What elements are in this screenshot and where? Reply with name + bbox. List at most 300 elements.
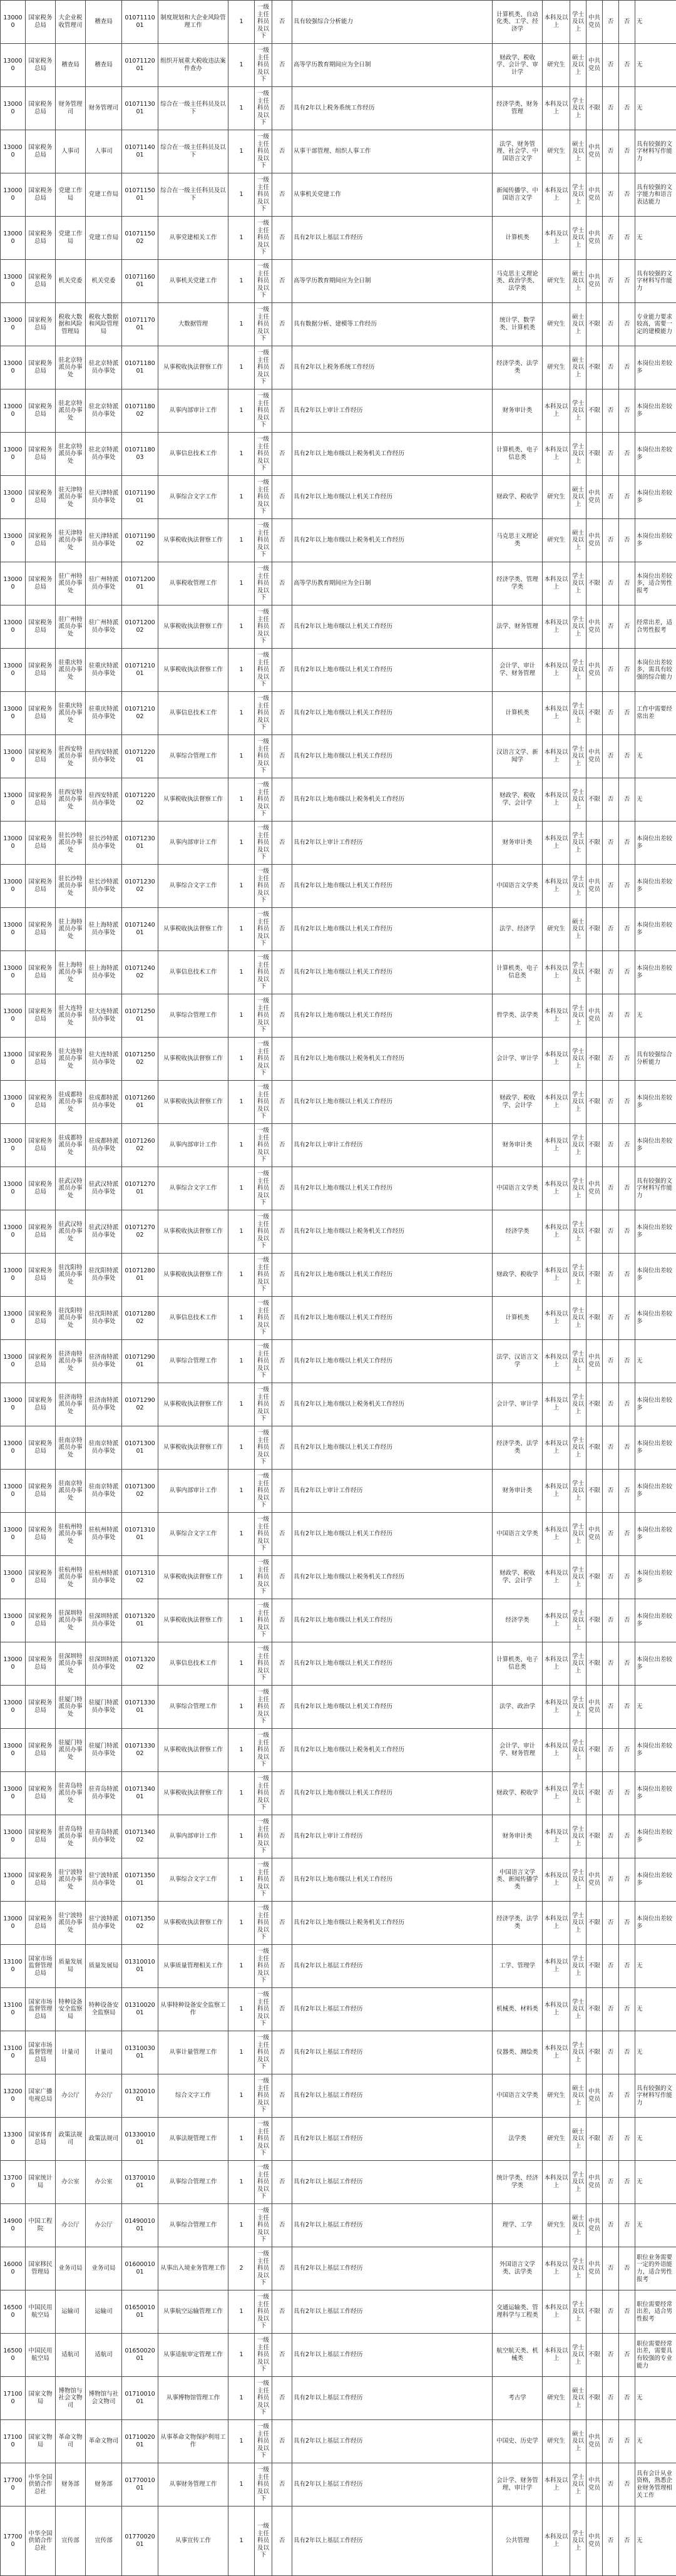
table-row bbox=[1, 1642, 676, 1686]
level-cell: 一级主任科员及以下 bbox=[255, 1599, 272, 1642]
grassroots-cell: 否 bbox=[272, 1124, 292, 1167]
table-row bbox=[1, 44, 676, 87]
dept-name-cell: 国家税务总局 bbox=[26, 1599, 56, 1642]
dept-name-cell: 国家文物局 bbox=[26, 2377, 56, 2420]
table-row bbox=[1, 1167, 676, 1210]
dept-code-cell: 160000 bbox=[1, 2247, 26, 2290]
education-cell: 本科及以上 bbox=[543, 1902, 570, 1945]
requirement-cell: 具有2年以上地市级以上机关工作经历 bbox=[292, 605, 493, 649]
unit-name-cell: 驻成都特派员办事处 bbox=[56, 1081, 86, 1124]
interview-cell: 否 bbox=[603, 822, 619, 865]
remark-cell: 本岗位出差较多，适合男性报考 bbox=[635, 562, 676, 605]
exam-cell: 否 bbox=[619, 1556, 635, 1599]
major-cell: 财政学、税收学、会计学、审计学 bbox=[493, 44, 543, 87]
dept-name-cell: 国家税务总局 bbox=[26, 433, 56, 476]
exam-cell: 否 bbox=[619, 1470, 635, 1513]
requirement-cell: 具有2年以上基层工作经历 bbox=[292, 2506, 493, 2576]
major-cell: 经济学类 bbox=[493, 1599, 543, 1642]
office-name-cell: 驻西安特派员办事处 bbox=[86, 778, 122, 822]
unit-name-cell: 驻杭州特派员办事处 bbox=[56, 1513, 86, 1556]
unit-name-cell: 驻上海特派员办事处 bbox=[56, 908, 86, 951]
dept-name-cell: 国家税务总局 bbox=[26, 1642, 56, 1686]
grassroots-cell: 否 bbox=[272, 1513, 292, 1556]
dept-code-cell: 130000 bbox=[1, 1686, 26, 1729]
major-cell: 法学、财务管理、社会学、中国语言文学 bbox=[493, 130, 543, 173]
position-code-cell: 0107135001 bbox=[122, 1858, 158, 1902]
grassroots-cell: 否 bbox=[272, 1081, 292, 1124]
requirement-cell: 具有2年以上地市级以上机关工作经历 bbox=[292, 1167, 493, 1210]
position-code-cell: 0149001001 bbox=[122, 2204, 158, 2247]
major-cell: 仪器类、测绘类 bbox=[493, 2031, 543, 2074]
exam-cell: 否 bbox=[619, 1858, 635, 1902]
degree-cell: 硕士及以上 bbox=[570, 130, 586, 173]
degree-cell: 学士及以上 bbox=[570, 2031, 586, 2074]
table-row bbox=[1, 217, 676, 260]
interview-cell: 否 bbox=[603, 433, 619, 476]
interview-cell: 否 bbox=[603, 1902, 619, 1945]
dept-name-cell: 中国工程院 bbox=[26, 2204, 56, 2247]
dept-name-cell: 国家税务总局 bbox=[26, 389, 56, 433]
office-name-cell: 驻杭州特派员办事处 bbox=[86, 1513, 122, 1556]
table-row bbox=[1, 303, 676, 346]
position-code-cell: 0107122002 bbox=[122, 778, 158, 822]
position-code-cell: 0107131002 bbox=[122, 1556, 158, 1599]
major-cell: 中国语言文学类 bbox=[493, 2074, 543, 2118]
degree-cell: 学士及以上 bbox=[570, 2463, 586, 2506]
major-cell: 哲学类、法学类 bbox=[493, 994, 543, 1038]
headcount-cell: 1 bbox=[228, 1124, 255, 1167]
office-name-cell: 驻杭州特派员办事处 bbox=[86, 1556, 122, 1599]
politics-cell: 中共党员 bbox=[586, 44, 603, 87]
dept-name-cell: 国家税务总局 bbox=[26, 692, 56, 735]
degree-cell: 学士及以上 bbox=[570, 1642, 586, 1686]
grassroots-cell: 否 bbox=[272, 822, 292, 865]
education-cell: 本科及以上 bbox=[543, 1210, 570, 1254]
major-cell: 航空航天类、机械类 bbox=[493, 2334, 543, 2377]
politics-cell: 中共党员 bbox=[586, 2463, 603, 2506]
level-cell: 一级主任科员及以下 bbox=[255, 562, 272, 605]
education-cell: 本科及以上 bbox=[543, 1556, 570, 1599]
exam-cell: 否 bbox=[619, 1210, 635, 1254]
remark-cell: 本岗位出差较多 bbox=[635, 1383, 676, 1426]
requirement-cell: 高等学历教育期间应为全日制 bbox=[292, 260, 493, 303]
major-cell: 统计学、数学类、计算机类 bbox=[493, 303, 543, 346]
office-name-cell: 计量司 bbox=[86, 2031, 122, 2074]
remark-cell: 无 bbox=[635, 2204, 676, 2247]
office-name-cell: 适航司 bbox=[86, 2334, 122, 2377]
interview-cell: 否 bbox=[603, 1038, 619, 1081]
position-desc-cell: 从事税收执法督察工作 bbox=[158, 778, 228, 822]
position-code-cell: 0107115001 bbox=[122, 173, 158, 217]
level-cell: 一级主任科员及以下 bbox=[255, 1383, 272, 1426]
exam-cell: 否 bbox=[619, 1902, 635, 1945]
education-cell: 本科及以上 bbox=[543, 1729, 570, 1772]
interview-cell: 否 bbox=[603, 260, 619, 303]
office-name-cell: 驻沈阳特派员办事处 bbox=[86, 1297, 122, 1340]
level-cell: 一级主任科员及以下 bbox=[255, 303, 272, 346]
degree-cell: 学士及以上 bbox=[570, 1815, 586, 1858]
office-name-cell: 驻天津特派员办事处 bbox=[86, 476, 122, 519]
requirement-cell: 高等学历教育期间应为全日制 bbox=[292, 562, 493, 605]
degree-cell: 硕士及以上 bbox=[570, 44, 586, 87]
politics-cell: 中共党员 bbox=[586, 605, 603, 649]
office-name-cell: 驻大连特派员办事处 bbox=[86, 1038, 122, 1081]
grassroots-cell: 否 bbox=[272, 1945, 292, 1988]
office-name-cell: 驻武汉特派员办事处 bbox=[86, 1167, 122, 1210]
exam-cell: 否 bbox=[619, 260, 635, 303]
education-cell: 本科及以上 bbox=[543, 1599, 570, 1642]
office-name-cell: 驻宁波特派员办事处 bbox=[86, 1858, 122, 1902]
table-row bbox=[1, 1902, 676, 1945]
grassroots-cell: 否 bbox=[272, 1815, 292, 1858]
exam-cell: 否 bbox=[619, 1599, 635, 1642]
dept-name-cell: 国家税务总局 bbox=[26, 1124, 56, 1167]
dept-name-cell: 国家税务总局 bbox=[26, 1426, 56, 1470]
interview-cell: 否 bbox=[603, 2031, 619, 2074]
politics-cell: 中共党员 bbox=[586, 173, 603, 217]
interview-cell: 否 bbox=[603, 1383, 619, 1426]
level-cell: 一级主任科员及以下 bbox=[255, 1729, 272, 1772]
degree-cell: 学士及以上 bbox=[570, 1686, 586, 1729]
major-cell: 会计学、财务管理、审计学 bbox=[493, 2463, 543, 2506]
headcount-cell: 1 bbox=[228, 605, 255, 649]
position-desc-cell: 从事革命文物保护利用工作 bbox=[158, 2420, 228, 2463]
level-cell: 一级主任科员及以下 bbox=[255, 346, 272, 389]
position-desc-cell: 从事税收执法督察工作 bbox=[158, 519, 228, 562]
degree-cell: 学士及以上 bbox=[570, 1902, 586, 1945]
table-row bbox=[1, 2334, 676, 2377]
unit-name-cell: 驻深圳特派员办事处 bbox=[56, 1599, 86, 1642]
grassroots-cell: 否 bbox=[272, 217, 292, 260]
office-name-cell: 业务司局 bbox=[86, 2247, 122, 2290]
level-cell: 一级主任科员及以下 bbox=[255, 2204, 272, 2247]
headcount-cell: 1 bbox=[228, 1038, 255, 1081]
major-cell: 计算机类 bbox=[493, 692, 543, 735]
headcount-cell: 1 bbox=[228, 1945, 255, 1988]
position-desc-cell: 从事综合文字工作 bbox=[158, 1167, 228, 1210]
degree-cell: 硕士及以上 bbox=[570, 2074, 586, 2118]
exam-cell: 否 bbox=[619, 1945, 635, 1988]
degree-cell: 学士及以上 bbox=[570, 1254, 586, 1297]
education-cell: 研究生 bbox=[543, 519, 570, 562]
major-cell: 外国语言文学类、法学类 bbox=[493, 2247, 543, 2290]
education-cell: 本科及以上 bbox=[543, 2506, 570, 2576]
requirement-cell: 具有2年以上税务系统工作经历 bbox=[292, 346, 493, 389]
education-cell: 研究生 bbox=[543, 2204, 570, 2247]
office-name-cell: 驻广州特派员办事处 bbox=[86, 562, 122, 605]
position-code-cell: 0107116001 bbox=[122, 260, 158, 303]
office-name-cell: 机关党委 bbox=[86, 260, 122, 303]
grassroots-cell: 否 bbox=[272, 1642, 292, 1686]
education-cell: 本科及以上 bbox=[543, 1513, 570, 1556]
remark-cell: 本岗位出差较多 bbox=[635, 1426, 676, 1470]
unit-name-cell: 机关党委 bbox=[56, 260, 86, 303]
dept-name-cell: 国家统计局 bbox=[26, 2161, 56, 2204]
remark-cell: 本岗位出差较多 bbox=[635, 1858, 676, 1902]
degree-cell: 学士及以上 bbox=[570, 217, 586, 260]
remark-cell: 本岗位出差较多 bbox=[635, 433, 676, 476]
level-cell: 一级主任科员及以下 bbox=[255, 433, 272, 476]
dept-code-cell: 130000 bbox=[1, 1902, 26, 1945]
major-cell: 法学、政治学 bbox=[493, 1686, 543, 1729]
office-name-cell: 驻广州特派员办事处 bbox=[86, 605, 122, 649]
dept-name-cell: 国家税务总局 bbox=[26, 1858, 56, 1902]
requirement-cell: 具有2年以上税务系统工作经历 bbox=[292, 87, 493, 130]
office-name-cell: 驻长沙特派员办事处 bbox=[86, 822, 122, 865]
major-cell: 法学、财务管理 bbox=[493, 605, 543, 649]
position-code-cell: 0107135002 bbox=[122, 1902, 158, 1945]
position-desc-cell: 从事税收执法督察工作 bbox=[158, 908, 228, 951]
remark-cell: 本岗位出差较多 bbox=[635, 1902, 676, 1945]
interview-cell: 否 bbox=[603, 2506, 619, 2576]
headcount-cell: 1 bbox=[228, 2334, 255, 2377]
position-code-cell: 0107126002 bbox=[122, 1124, 158, 1167]
unit-name-cell: 驻重庆特派员办事处 bbox=[56, 692, 86, 735]
interview-cell: 否 bbox=[603, 346, 619, 389]
unit-name-cell: 驻杭州特派员办事处 bbox=[56, 1556, 86, 1599]
requirement-cell: 具有2年以上基层工作经历 bbox=[292, 2031, 493, 2074]
table-row bbox=[1, 2420, 676, 2463]
interview-cell: 否 bbox=[603, 1729, 619, 1772]
position-code-cell: 0107133001 bbox=[122, 1686, 158, 1729]
grassroots-cell: 否 bbox=[272, 908, 292, 951]
remark-cell: 具有较强的文字材料写作能力 bbox=[635, 130, 676, 173]
headcount-cell: 1 bbox=[228, 2161, 255, 2204]
position-code-cell: 0107120001 bbox=[122, 562, 158, 605]
remark-cell: 具有较强的文字能力和语言表达能力 bbox=[635, 173, 676, 217]
dept-code-cell: 165000 bbox=[1, 2334, 26, 2377]
remark-cell: 无 bbox=[635, 994, 676, 1038]
dept-name-cell: 国家税务总局 bbox=[26, 605, 56, 649]
interview-cell: 否 bbox=[603, 1167, 619, 1210]
office-name-cell: 驻武汉特派员办事处 bbox=[86, 1210, 122, 1254]
dept-name-cell: 国家税务总局 bbox=[26, 1556, 56, 1599]
degree-cell: 学士及以上 bbox=[570, 1, 586, 44]
politics-cell: 不限 bbox=[586, 346, 603, 389]
degree-cell: 学士及以上 bbox=[570, 1772, 586, 1815]
unit-name-cell: 驻济南特派员办事处 bbox=[56, 1340, 86, 1383]
office-name-cell: 驻深圳特派员办事处 bbox=[86, 1599, 122, 1642]
position-desc-cell: 综合在一级主任科员及以下 bbox=[158, 87, 228, 130]
level-cell: 一级主任科员及以下 bbox=[255, 1513, 272, 1556]
major-cell: 统计学类、经济学类 bbox=[493, 2161, 543, 2204]
office-name-cell: 党建工作局 bbox=[86, 173, 122, 217]
grassroots-cell: 否 bbox=[272, 735, 292, 778]
dept-code-cell: 130000 bbox=[1, 1383, 26, 1426]
grassroots-cell: 否 bbox=[272, 1210, 292, 1254]
remark-cell: 职位业务需要一定的外语能力，适合男性报考 bbox=[635, 2247, 676, 2290]
table-row bbox=[1, 1686, 676, 1729]
interview-cell: 否 bbox=[603, 1124, 619, 1167]
unit-name-cell: 政策法规司 bbox=[56, 2118, 86, 2161]
degree-cell: 学士及以上 bbox=[570, 1470, 586, 1513]
headcount-cell: 1 bbox=[228, 1426, 255, 1470]
position-code-cell: 0107127001 bbox=[122, 1167, 158, 1210]
politics-cell: 中共党员 bbox=[586, 476, 603, 519]
headcount-cell: 1 bbox=[228, 778, 255, 822]
unit-name-cell: 驻北京特派员办事处 bbox=[56, 433, 86, 476]
remark-cell: 本岗位出差较多 bbox=[635, 1599, 676, 1642]
politics-cell: 不限 bbox=[586, 1729, 603, 1772]
degree-cell: 硕士及以上 bbox=[570, 2420, 586, 2463]
grassroots-cell: 否 bbox=[272, 1254, 292, 1297]
position-code-cell: 0107115002 bbox=[122, 217, 158, 260]
degree-cell: 硕士及以上 bbox=[570, 346, 586, 389]
office-name-cell: 驻大连特派员办事处 bbox=[86, 994, 122, 1038]
position-code-cell: 0107114001 bbox=[122, 130, 158, 173]
position-desc-cell: 从事博物馆管理工作 bbox=[158, 2377, 228, 2420]
dept-name-cell: 国家税务总局 bbox=[26, 1772, 56, 1815]
exam-cell: 否 bbox=[619, 735, 635, 778]
table-row bbox=[1, 1081, 676, 1124]
headcount-cell: 1 bbox=[228, 260, 255, 303]
grassroots-cell: 否 bbox=[272, 2420, 292, 2463]
degree-cell: 学士及以上 bbox=[570, 173, 586, 217]
table-row bbox=[1, 260, 676, 303]
dept-code-cell: 130000 bbox=[1, 1297, 26, 1340]
exam-cell: 否 bbox=[619, 2334, 635, 2377]
position-desc-cell: 从事税收执法督察工作 bbox=[158, 1383, 228, 1426]
unit-name-cell: 革命文物司 bbox=[56, 2420, 86, 2463]
position-code-cell: 0107134001 bbox=[122, 1772, 158, 1815]
major-cell: 财政学、税收学 bbox=[493, 1772, 543, 1815]
grassroots-cell: 否 bbox=[272, 1729, 292, 1772]
unit-name-cell: 驻武汉特派员办事处 bbox=[56, 1210, 86, 1254]
dept-name-cell: 中国民用航空局 bbox=[26, 2290, 56, 2334]
grassroots-cell: 否 bbox=[272, 2247, 292, 2290]
position-code-cell: 0131002001 bbox=[122, 1988, 158, 2031]
table-row bbox=[1, 1772, 676, 1815]
table-row bbox=[1, 1556, 676, 1599]
level-cell: 一级主任科员及以下 bbox=[255, 735, 272, 778]
grassroots-cell: 否 bbox=[272, 1470, 292, 1513]
position-desc-cell: 从事内部审计工作 bbox=[158, 822, 228, 865]
unit-name-cell: 适航司 bbox=[56, 2334, 86, 2377]
office-name-cell: 运输司 bbox=[86, 2290, 122, 2334]
headcount-cell: 1 bbox=[228, 1470, 255, 1513]
dept-code-cell: 130000 bbox=[1, 1426, 26, 1470]
degree-cell: 学士及以上 bbox=[570, 735, 586, 778]
position-code-cell: 0107119001 bbox=[122, 476, 158, 519]
remark-cell: 具有会计从业资格，熟悉企业财务管理相关工作 bbox=[635, 2463, 676, 2506]
dept-code-cell: 171000 bbox=[1, 2377, 26, 2420]
position-desc-cell: 从事税收执法督察工作 bbox=[158, 649, 228, 692]
major-cell: 会计学、审计学 bbox=[493, 1038, 543, 1081]
table-row bbox=[1, 433, 676, 476]
position-code-cell: 0107123002 bbox=[122, 865, 158, 908]
interview-cell: 否 bbox=[603, 1210, 619, 1254]
interview-cell: 否 bbox=[603, 2247, 619, 2290]
office-name-cell: 驻南京特派员办事处 bbox=[86, 1470, 122, 1513]
headcount-cell: 1 bbox=[228, 2377, 255, 2420]
politics-cell: 不限 bbox=[586, 951, 603, 994]
major-cell: 计算机类 bbox=[493, 1297, 543, 1340]
dept-code-cell: 130000 bbox=[1, 130, 26, 173]
dept-code-cell: 130000 bbox=[1, 1815, 26, 1858]
dept-name-cell: 国家税务总局 bbox=[26, 519, 56, 562]
unit-name-cell: 驻长沙特派员办事处 bbox=[56, 865, 86, 908]
education-cell: 本科及以上 bbox=[543, 1815, 570, 1858]
education-cell: 本科及以上 bbox=[543, 87, 570, 130]
headcount-cell: 1 bbox=[228, 173, 255, 217]
education-cell: 研究生 bbox=[543, 260, 570, 303]
office-name-cell: 驻重庆特派员办事处 bbox=[86, 692, 122, 735]
headcount-cell: 1 bbox=[228, 865, 255, 908]
dept-name-cell: 国家税务总局 bbox=[26, 346, 56, 389]
exam-cell: 否 bbox=[619, 2161, 635, 2204]
interview-cell: 否 bbox=[603, 130, 619, 173]
dept-code-cell: 130000 bbox=[1, 1556, 26, 1599]
interview-cell: 否 bbox=[603, 1340, 619, 1383]
major-cell: 经济学类、财务管理 bbox=[493, 87, 543, 130]
exam-cell: 否 bbox=[619, 951, 635, 994]
major-cell: 经济学类、管理学类 bbox=[493, 562, 543, 605]
dept-name-cell: 中国民用航空局 bbox=[26, 2334, 56, 2377]
exam-cell: 否 bbox=[619, 519, 635, 562]
dept-code-cell: 177000 bbox=[1, 2506, 26, 2576]
table-row bbox=[1, 1858, 676, 1902]
major-cell: 财政学、税收学 bbox=[493, 476, 543, 519]
dept-name-cell: 国家税务总局 bbox=[26, 173, 56, 217]
degree-cell: 学士及以上 bbox=[570, 1599, 586, 1642]
level-cell: 一级主任科员及以下 bbox=[255, 1254, 272, 1297]
dept-code-cell: 130000 bbox=[1, 649, 26, 692]
education-cell: 研究生 bbox=[543, 130, 570, 173]
dept-name-cell: 国家市场监督管理总局 bbox=[26, 1988, 56, 2031]
unit-name-cell: 驻南京特派员办事处 bbox=[56, 1470, 86, 1513]
table-row bbox=[1, 692, 676, 735]
unit-name-cell: 驻济南特派员办事处 bbox=[56, 1383, 86, 1426]
position-code-cell: 0107119002 bbox=[122, 519, 158, 562]
politics-cell: 不限 bbox=[586, 1081, 603, 1124]
education-cell: 本科及以上 bbox=[543, 994, 570, 1038]
exam-cell: 否 bbox=[619, 1513, 635, 1556]
unit-name-cell: 计量司 bbox=[56, 2031, 86, 2074]
grassroots-cell: 否 bbox=[272, 260, 292, 303]
position-desc-cell: 综合在一级主任科员及以下 bbox=[158, 173, 228, 217]
grassroots-cell: 否 bbox=[272, 1556, 292, 1599]
politics-cell: 不限 bbox=[586, 1772, 603, 1815]
degree-cell: 硕士及以上 bbox=[570, 2377, 586, 2420]
grassroots-cell: 否 bbox=[272, 1038, 292, 1081]
politics-cell: 不限 bbox=[586, 562, 603, 605]
unit-name-cell: 驻上海特派员办事处 bbox=[56, 951, 86, 994]
position-code-cell: 0107121001 bbox=[122, 649, 158, 692]
education-cell: 本科及以上 bbox=[543, 562, 570, 605]
politics-cell: 中共党员 bbox=[586, 1513, 603, 1556]
position-code-cell: 0107113001 bbox=[122, 87, 158, 130]
position-code-cell: 0107120002 bbox=[122, 605, 158, 649]
level-cell: 一级主任科员及以下 bbox=[255, 1815, 272, 1858]
education-cell: 研究生 bbox=[543, 2420, 570, 2463]
politics-cell: 中共党员 bbox=[586, 2506, 603, 2576]
degree-cell: 硕士及以上 bbox=[570, 908, 586, 951]
dept-code-cell: 130000 bbox=[1, 1729, 26, 1772]
level-cell: 一级主任科员及以下 bbox=[255, 2247, 272, 2290]
requirement-cell: 具有2年以上审计工作经历 bbox=[292, 1470, 493, 1513]
interview-cell: 否 bbox=[603, 1988, 619, 2031]
education-cell: 研究生 bbox=[543, 2074, 570, 2118]
education-cell: 本科及以上 bbox=[543, 2334, 570, 2377]
position-desc-cell: 从事税收执法督察工作 bbox=[158, 1210, 228, 1254]
position-desc-cell: 从事计量管理工作 bbox=[158, 2031, 228, 2074]
exam-cell: 否 bbox=[619, 778, 635, 822]
position-desc-cell: 从事税收执法督察工作 bbox=[158, 1902, 228, 1945]
degree-cell: 学士及以上 bbox=[570, 433, 586, 476]
office-name-cell: 驻西安特派员办事处 bbox=[86, 735, 122, 778]
politics-cell: 不限 bbox=[586, 1470, 603, 1513]
interview-cell: 否 bbox=[603, 87, 619, 130]
